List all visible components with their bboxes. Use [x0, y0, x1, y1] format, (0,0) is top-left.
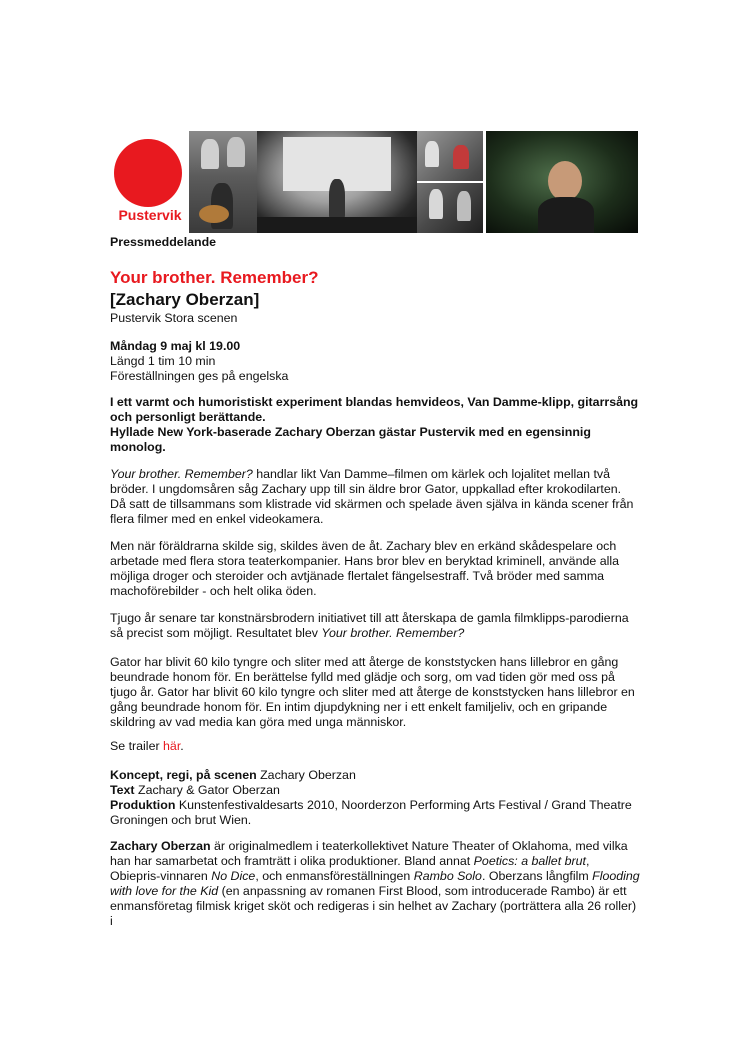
show-title-italic: Your brother. Remember? — [110, 467, 253, 481]
photo-performer-closeup — [486, 131, 638, 233]
event-length: Längd 1 tim 10 min — [110, 354, 216, 368]
bio-text-4: . Oberzans långfilm — [481, 869, 593, 883]
credit-concept-label: Koncept, regi, på scenen — [110, 768, 257, 782]
credit-production-value: Kunstenfestivaldesarts 2010, Noorderzon Performing Arts Festival / Grand Theatre Groningen och brut Wien. — [110, 798, 632, 827]
para2-text: Men när föräldrarna skilde sig, skildes även de åt. Zachary blev en erkänd skådespelare och arbetade med flera stora teaterkompanier. Hans bror blev en beryktad kriminell, använde alla möjliga droger och steroider och avtjänade flertalet fängelsestraff. Två bröder med samma machoförebilder - och helt olika öden. — [110, 539, 619, 598]
bio-italic-1: Poetics: a ballet brut — [473, 854, 586, 868]
page-title: Your brother. Remember? — [110, 268, 319, 287]
para4-text: Gator har blivit 60 kilo tyngre och sliter med att återge de konststycken hans lillebror en gång beundrade honom för. En berättelse fylld med glädje och sorg, om vad tiden gör med oss på tjugo år. Gator har blivit 60 kilo tyngre och sliter med att återge de konststycken hans lillebror en gång beundrade honom för. En intim djupdykning ner i ett enkelt familjeliv, och en gripande skildring av vad media kan göra med unga människor. — [110, 655, 635, 729]
show-title-italic-2: Your brother. Remember? — [321, 626, 465, 640]
body-paragraph-2 — [110, 539, 640, 599]
bio-paragraph — [110, 839, 640, 929]
lead-paragraph-1: I ett varmt och humoristiskt experiment blandas hemvideos, Van Damme-klipp, gitarrsång och personligt berättande. — [110, 395, 639, 424]
trailer-link[interactable]: här — [163, 739, 181, 753]
body-paragraph-4 — [110, 655, 640, 730]
bio-text-2: , Obiepris-vinnaren — [110, 854, 590, 883]
event-info — [110, 339, 640, 384]
event-language: Föreställningen ges på engelska — [110, 369, 289, 383]
credits — [110, 768, 640, 828]
bio-italic-4: Flooding with love for the Kid — [110, 869, 640, 898]
trailer-line — [110, 739, 640, 754]
logo-text: Pustervik — [118, 207, 182, 223]
bio-italic-2: No Dice — [211, 869, 256, 883]
photo-home-video — [417, 131, 483, 233]
bio-text-5: (en anpassning av romanen First Blood, som introducerade Rambo) är ett enmansföretag filmisk kriget sköt och redigeras i sin helhet av Zachary (porträttera alla 26 roller) i — [110, 884, 637, 928]
para1-text: handlar likt Van Damme–filmen om kärlek och lojalitet mellan två bröder. I ungdomsåren såg Zachary upp till sin äldre bror Gator, uppkallad efter krokodilarten. Då satt de tillsammans som klistrade vid skärmen och spelade även själva in kända scener från flera filmer med en enkel videokamera. — [110, 467, 634, 526]
body-paragraph-3 — [110, 611, 640, 641]
credit-production-label: Produktion — [110, 798, 176, 812]
pustervik-logo — [110, 131, 188, 233]
credit-text-value: Zachary & Gator Oberzan — [134, 783, 280, 797]
lead-paragraph-2: Hyllade New York-baserade Zachary Oberzan gästar Pustervik med en egensinnig monolog. — [110, 425, 591, 454]
bio-text-3: , och enmansföreställningen — [255, 869, 414, 883]
trailer-end: . — [180, 739, 184, 753]
document-label: Pressmeddelande — [110, 235, 217, 249]
bio-italic-3: Rambo Solo — [413, 869, 482, 883]
header-banner — [110, 131, 638, 233]
bio-name: Zachary Oberzan — [110, 839, 211, 853]
para3-text: Tjugo år senare tar konstnärsbrodern initiativet till att återskapa de gamla filmklipps-parodierna så precist som möjligt. Resultatet blev — [110, 611, 629, 640]
credit-text-label: Text — [110, 783, 135, 797]
bio-text-1: är originalmedlem i teaterkollektivet Nature Theater of Oklahoma, med vilka han har samarbetat och framträtt i olika produktioner. Bland annat — [110, 839, 628, 868]
lead-text — [110, 395, 640, 455]
credit-concept-value: Zachary Oberzan — [256, 768, 356, 782]
photo-performers-guitar — [189, 131, 257, 233]
page-subtitle: [Zachary Oberzan] — [110, 290, 260, 309]
trailer-text: Se trailer — [110, 739, 164, 753]
body-paragraph-1 — [110, 467, 640, 527]
event-date: Måndag 9 maj kl 19.00 — [110, 339, 241, 353]
logo-circle-icon — [114, 139, 182, 207]
photo-stage-screen — [257, 131, 417, 233]
venue: Pustervik Stora scenen — [110, 311, 238, 325]
